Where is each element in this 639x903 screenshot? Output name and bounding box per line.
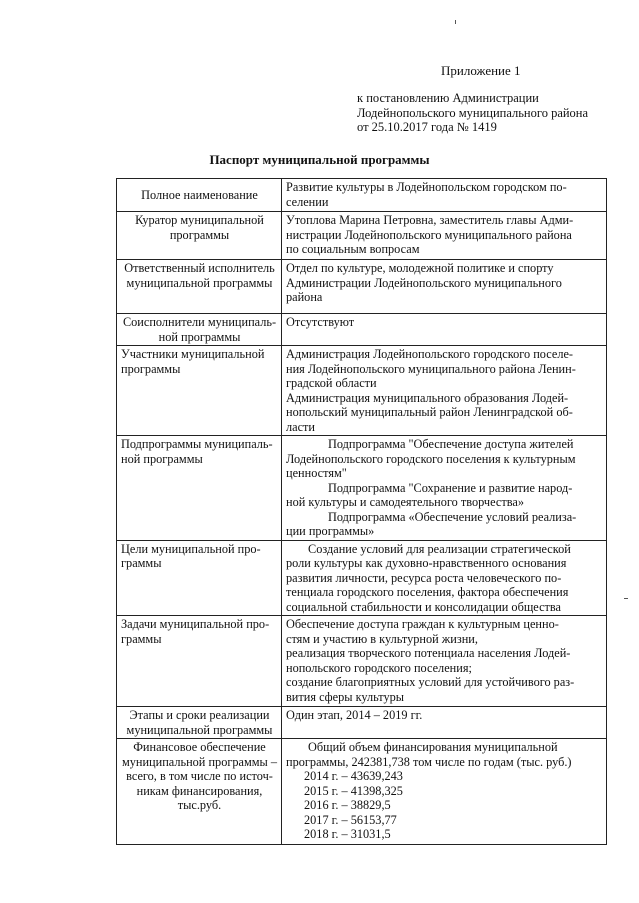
- value-line: Отсутствуют: [286, 315, 355, 329]
- label-line: программы: [169, 227, 230, 242]
- label-line: Этапы и сроки реализации: [129, 708, 270, 722]
- row-label: [117, 314, 282, 346]
- row-label: [117, 540, 282, 616]
- row-label: [117, 212, 282, 260]
- label-line: Финансовое обеспечение: [133, 740, 266, 754]
- table-row: [117, 260, 607, 314]
- year-line: 2014 г. – 43639,243: [304, 769, 403, 783]
- value-line: нистрации Лодейнопольского муниципального района: [286, 227, 572, 242]
- table-row: [117, 212, 607, 260]
- value-line: градской области: [286, 376, 377, 390]
- value-line: Утоплова Марина Петровна, заместитель главы Адми-: [286, 213, 574, 227]
- table-row: [117, 179, 607, 212]
- row-label: [117, 179, 282, 212]
- value-line: ценностям": [286, 466, 347, 480]
- row-value: [282, 616, 607, 707]
- label-line: муниципальной программы: [126, 275, 273, 290]
- passport-table: [116, 178, 607, 845]
- appendix-label: Приложение 1: [441, 63, 521, 78]
- value-line: Лодейнопольского городского поселения к культурным: [286, 451, 576, 466]
- label-line: граммы: [121, 556, 162, 570]
- row-label: [117, 707, 282, 739]
- scan-mark-right: [624, 598, 628, 599]
- label-line: Соисполнители муниципаль-: [122, 315, 277, 329]
- value-line: развития личности, ресурса роста человеческого по-: [286, 570, 562, 585]
- value-line: Общий объем финансирования муниципальной: [308, 740, 558, 754]
- label-line: муниципальной программы –: [121, 754, 278, 769]
- row-label: [117, 739, 282, 845]
- value-line: Отдел по культуре, молодежной политике и спорту: [286, 261, 554, 275]
- label-line: тыс.руб.: [177, 798, 222, 812]
- label-line: Ответственный исполнитель: [124, 261, 275, 275]
- row-value: [282, 260, 607, 314]
- value-line: Подпрограмма "Сохранение и развитие народ-: [328, 480, 573, 495]
- value-line: района: [286, 290, 323, 304]
- value-line: ной культуры и самодеятельного творчества»: [286, 495, 524, 509]
- value-line: стям и участию в культурной жизни,: [286, 631, 478, 646]
- label-line: ной программы: [158, 329, 241, 344]
- label-line: ной программы: [121, 451, 203, 466]
- label-line: Куратор муниципальной: [135, 213, 264, 227]
- row-value: [282, 540, 607, 616]
- value-line: Администрации Лодейнопольского муниципального: [286, 275, 562, 290]
- year-line: 2015 г. – 41398,325: [304, 783, 403, 798]
- row-value: [282, 436, 607, 541]
- decree-line: к постановлению Администрации: [357, 91, 539, 105]
- decree-line: от 25.10.2017 года № 1419: [357, 120, 497, 134]
- row-value: [282, 314, 607, 346]
- table-row: [117, 346, 607, 436]
- value-line: Развитие культуры в Лодейнопольском городском по-: [286, 180, 567, 194]
- value-line: ния Лодейнопольского муниципального района Ленин-: [286, 361, 576, 376]
- value-line: Администрация Лодейнопольского городского поселе-: [286, 347, 574, 361]
- year-line: 2017 г. – 56153,77: [304, 812, 397, 827]
- value-line: нопольский муниципальный район Ленинградской об-: [286, 405, 573, 419]
- row-label: [117, 436, 282, 541]
- scan-mark-top: [455, 20, 456, 24]
- value-line: Создание условий для реализации стратегической: [308, 541, 571, 556]
- label-line: всего, в том числе по источ-: [126, 769, 273, 783]
- row-value: [282, 212, 607, 260]
- value-line: тенциала городского поселения, фактора обеспечения: [286, 585, 569, 599]
- label-line: программы: [121, 361, 181, 376]
- document-title: Паспорт муниципальной программы: [209, 152, 430, 167]
- value-line: создание благоприятных условий для устойчивого раз-: [286, 675, 575, 689]
- label-line: граммы: [121, 631, 162, 646]
- row-label: [117, 346, 282, 436]
- value-line: Подпрограмма "Обеспечение доступа жителей: [328, 437, 574, 451]
- value-line: Подпрограмма «Обеспечение условий реализа-: [328, 509, 577, 524]
- value-line: ласти: [286, 419, 316, 434]
- row-label: [117, 616, 282, 707]
- table-row: [117, 616, 607, 707]
- label-line: Полное наименование: [141, 187, 258, 202]
- decree-reference: [357, 91, 588, 135]
- label-line: никам финансирования,: [136, 783, 263, 798]
- value-line: реализация творческого потенциала населения Лодей-: [286, 646, 571, 660]
- value-line: Один этап, 2014 – 2019 гг.: [286, 708, 423, 722]
- table-row: [117, 314, 607, 346]
- table-row: [117, 707, 607, 739]
- label-line: Цели муниципальной про-: [121, 541, 261, 556]
- value-line: роли культуры как духовно-нравственного основания: [286, 556, 567, 570]
- row-value: [282, 179, 607, 212]
- table-row: [117, 739, 607, 845]
- value-line: Администрация муниципального образования Лодей-: [286, 390, 569, 405]
- year-line: 2018 г. – 31031,5: [304, 827, 391, 841]
- decree-line: Лодейнопольского муниципального района: [357, 105, 589, 120]
- table-row: [117, 540, 607, 616]
- value-line: программы, 242381,738 том числе по годам (тыс. руб.): [286, 754, 572, 769]
- label-line: Подпрограммы муниципаль-: [121, 437, 273, 451]
- row-value: [282, 739, 607, 845]
- row-value: [282, 707, 607, 739]
- value-line: вития сферы культуры: [286, 689, 405, 704]
- value-line: нопольского городского поселения;: [286, 660, 472, 675]
- label-line: муниципальной программы: [126, 722, 273, 737]
- value-line: селении: [286, 194, 329, 209]
- value-line: социальной стабильности и консолидации общества: [286, 599, 562, 614]
- value-line: ции программы»: [286, 524, 375, 538]
- label-line: Задачи муниципальной про-: [121, 617, 270, 631]
- label-line: Участники муниципальной: [121, 347, 265, 361]
- row-label: [117, 260, 282, 314]
- year-line: 2016 г. – 38829,5: [304, 798, 391, 812]
- value-line: по социальным вопросам: [286, 242, 420, 256]
- value-line: Обеспечение доступа граждан к культурным ценно-: [286, 617, 559, 631]
- row-value: [282, 346, 607, 436]
- table-row: [117, 436, 607, 541]
